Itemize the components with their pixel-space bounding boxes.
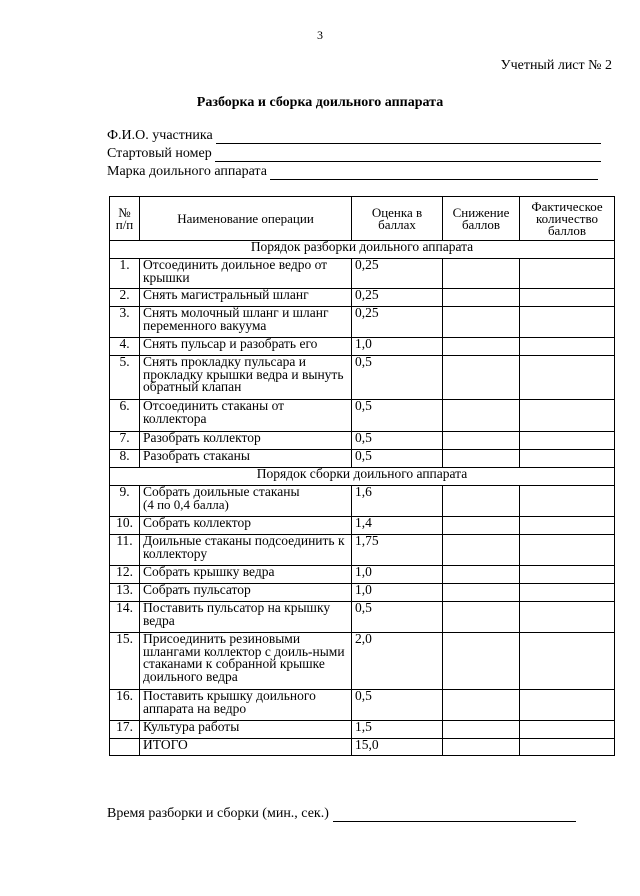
deduction-cell[interactable] bbox=[443, 584, 520, 602]
table-row bbox=[110, 307, 615, 338]
actual-score-cell[interactable] bbox=[520, 633, 615, 690]
table-row bbox=[110, 535, 615, 566]
score-cell: 0,5 bbox=[352, 356, 443, 400]
actual-score-cell[interactable] bbox=[520, 259, 615, 289]
table-row bbox=[110, 432, 615, 450]
actual-score-cell[interactable] bbox=[520, 400, 615, 432]
table-row bbox=[110, 400, 615, 432]
operation-cell bbox=[140, 338, 352, 356]
page-number: 3 bbox=[317, 28, 323, 42]
operation-name: Снять молочный шланг и шланг переменного вакуума bbox=[143, 305, 329, 333]
operation-cell bbox=[140, 602, 352, 633]
table-row bbox=[110, 289, 615, 307]
score-cell: 1,4 bbox=[352, 517, 443, 535]
total-score: 15,0 bbox=[352, 739, 443, 756]
section-title: Порядок разборки доильного аппарата bbox=[110, 241, 615, 259]
score-cell: 1,0 bbox=[352, 338, 443, 356]
header-deduction: Снижение баллов bbox=[443, 197, 520, 241]
deduction-cell[interactable] bbox=[443, 517, 520, 535]
operation-cell bbox=[140, 584, 352, 602]
table-row bbox=[110, 690, 615, 721]
operation-cell bbox=[140, 486, 352, 517]
machine-brand-field bbox=[107, 164, 598, 180]
deduction-cell[interactable] bbox=[443, 289, 520, 307]
total-actual-cell[interactable] bbox=[520, 739, 615, 756]
operation-cell bbox=[140, 259, 352, 289]
deduction-cell[interactable] bbox=[443, 307, 520, 338]
score-cell: 1,0 bbox=[352, 566, 443, 584]
footer-label: Время разборки и сборки (мин., сек.) bbox=[107, 806, 329, 821]
deduction-cell[interactable] bbox=[443, 400, 520, 432]
operation-name: Разобрать стаканы bbox=[143, 448, 250, 463]
operation-cell bbox=[140, 356, 352, 400]
operation-cell bbox=[140, 566, 352, 584]
operation-cell bbox=[140, 307, 352, 338]
score-cell: 0,25 bbox=[352, 259, 443, 289]
table-row bbox=[110, 602, 615, 633]
score-cell: 1,6 bbox=[352, 486, 443, 517]
header-score: Оценка в баллах bbox=[352, 197, 443, 241]
time-line[interactable] bbox=[333, 808, 576, 822]
row-number: 1. bbox=[110, 259, 140, 289]
score-cell: 0,25 bbox=[352, 289, 443, 307]
score-cell: 0,5 bbox=[352, 400, 443, 432]
row-number: 2. bbox=[110, 289, 140, 307]
deduction-cell[interactable] bbox=[443, 259, 520, 289]
deduction-cell[interactable] bbox=[443, 633, 520, 690]
actual-score-cell[interactable] bbox=[520, 307, 615, 338]
operation-cell bbox=[140, 690, 352, 721]
operation-cell bbox=[140, 633, 352, 690]
score-cell: 1,75 bbox=[352, 535, 443, 566]
operation-name: Отсоединить стаканы от коллектора bbox=[143, 398, 285, 426]
deduction-cell[interactable] bbox=[443, 690, 520, 721]
actual-score-cell[interactable] bbox=[520, 289, 615, 307]
operation-name: Собрать доильные стаканы bbox=[143, 484, 300, 499]
deduction-cell[interactable] bbox=[443, 432, 520, 450]
field-label: Марка доильного аппарата bbox=[107, 164, 267, 179]
participant-name-field bbox=[107, 128, 601, 144]
actual-score-cell[interactable] bbox=[520, 566, 615, 584]
score-cell: 0,5 bbox=[352, 690, 443, 721]
score-cell: 1,0 bbox=[352, 584, 443, 602]
participant-name-line[interactable] bbox=[216, 130, 601, 144]
operation-cell bbox=[140, 450, 352, 468]
operation-name: Собрать крышку ведра bbox=[143, 564, 275, 579]
row-number: 10. bbox=[110, 517, 140, 535]
table-row bbox=[110, 566, 615, 584]
actual-score-cell[interactable] bbox=[520, 338, 615, 356]
actual-score-cell[interactable] bbox=[520, 584, 615, 602]
operation-cell bbox=[140, 289, 352, 307]
operation-name: Снять прокладку пульсара и прокладку крышки ведра и вынуть обратный клапан bbox=[143, 354, 344, 394]
row-number: 16. bbox=[110, 690, 140, 721]
table-body bbox=[110, 241, 615, 756]
score-cell: 0,5 bbox=[352, 602, 443, 633]
row-number: 9. bbox=[110, 486, 140, 517]
total-label: ИТОГО bbox=[140, 739, 352, 756]
table-header-row bbox=[110, 197, 615, 241]
operation-name: Доильные стаканы подсоединить к коллектору bbox=[143, 533, 345, 561]
actual-score-cell[interactable] bbox=[520, 602, 615, 633]
operation-name: Культура работы bbox=[143, 719, 240, 734]
field-label: Ф.И.О. участника bbox=[107, 128, 213, 143]
table-row bbox=[110, 486, 615, 517]
table-row bbox=[110, 721, 615, 739]
operation-name: Присоединить резиновыми шлангами коллектор с доиль-ными стаканами к собранной крышке доильного ведра bbox=[143, 631, 345, 684]
operation-name: Поставить крышку доильного аппарата на ведро bbox=[143, 688, 316, 716]
deduction-cell[interactable] bbox=[443, 356, 520, 400]
operation-name: Поставить пульсатор на крышку ведра bbox=[143, 600, 331, 628]
operation-cell bbox=[140, 517, 352, 535]
actual-score-cell[interactable] bbox=[520, 356, 615, 400]
actual-score-cell[interactable] bbox=[520, 690, 615, 721]
table-row bbox=[110, 584, 615, 602]
time-field bbox=[107, 806, 576, 822]
actual-score-cell[interactable] bbox=[520, 450, 615, 468]
row-number: 13. bbox=[110, 584, 140, 602]
header-num: № п/п bbox=[110, 197, 140, 241]
section-title: Порядок сборки доильного аппарата bbox=[110, 468, 615, 486]
section-header-row bbox=[110, 241, 615, 259]
row-number: 17. bbox=[110, 721, 140, 739]
row-number: 15. bbox=[110, 633, 140, 690]
score-cell: 1,5 bbox=[352, 721, 443, 739]
score-cell: 0,5 bbox=[352, 432, 443, 450]
operation-name: Собрать коллектор bbox=[143, 515, 251, 530]
table-row bbox=[110, 517, 615, 535]
deduction-cell[interactable] bbox=[443, 535, 520, 566]
deduction-cell[interactable] bbox=[443, 721, 520, 739]
actual-score-cell[interactable] bbox=[520, 432, 615, 450]
row-number: 11. bbox=[110, 535, 140, 566]
row-number: 3. bbox=[110, 307, 140, 338]
machine-brand-line[interactable] bbox=[270, 166, 598, 180]
row-number: 7. bbox=[110, 432, 140, 450]
table-row bbox=[110, 450, 615, 468]
table-row bbox=[110, 259, 615, 289]
total-deduction-cell[interactable] bbox=[443, 739, 520, 756]
section-header-row bbox=[110, 468, 615, 486]
start-number-field bbox=[107, 146, 601, 162]
operation-name: Отсоединить доильное ведро от крышки bbox=[143, 257, 328, 285]
score-cell: 0,5 bbox=[352, 450, 443, 468]
table-row bbox=[110, 356, 615, 400]
score-table bbox=[109, 196, 615, 756]
deduction-cell[interactable] bbox=[443, 450, 520, 468]
total-row bbox=[110, 739, 615, 756]
operation-cell bbox=[140, 535, 352, 566]
operation-cell bbox=[140, 721, 352, 739]
operation-cell bbox=[140, 432, 352, 450]
row-number: 12. bbox=[110, 566, 140, 584]
sheet-label: Учетный лист № 2 bbox=[500, 58, 612, 73]
deduction-cell[interactable] bbox=[443, 338, 520, 356]
actual-score-cell[interactable] bbox=[520, 535, 615, 566]
operation-name: Снять пульсар и разобрать его bbox=[143, 336, 318, 351]
total-num-cell bbox=[110, 739, 140, 756]
table-row bbox=[110, 338, 615, 356]
actual-score-cell[interactable] bbox=[520, 486, 615, 517]
actual-score-cell[interactable] bbox=[520, 721, 615, 739]
operation-name: Собрать пульсатор bbox=[143, 582, 251, 597]
actual-score-cell[interactable] bbox=[520, 517, 615, 535]
row-number: 14. bbox=[110, 602, 140, 633]
operation-note: (4 по 0,4 балла) bbox=[143, 496, 229, 512]
score-cell: 2,0 bbox=[352, 633, 443, 690]
header-actual: Фактическое количество баллов bbox=[520, 197, 615, 241]
header-name: Наименование операции bbox=[140, 197, 352, 241]
score-cell: 0,25 bbox=[352, 307, 443, 338]
field-label: Стартовый номер bbox=[107, 146, 212, 161]
deduction-cell[interactable] bbox=[443, 486, 520, 517]
operation-name: Снять магистральный шланг bbox=[143, 287, 309, 302]
deduction-cell[interactable] bbox=[443, 602, 520, 633]
table-row bbox=[110, 633, 615, 690]
operation-name: Разобрать коллектор bbox=[143, 430, 261, 445]
row-number: 5. bbox=[110, 356, 140, 400]
row-number: 4. bbox=[110, 338, 140, 356]
operation-cell bbox=[140, 400, 352, 432]
deduction-cell[interactable] bbox=[443, 566, 520, 584]
row-number: 6. bbox=[110, 400, 140, 432]
row-number: 8. bbox=[110, 450, 140, 468]
document-title: Разборка и сборка доильного аппарата bbox=[196, 95, 444, 110]
start-number-line[interactable] bbox=[215, 148, 601, 162]
